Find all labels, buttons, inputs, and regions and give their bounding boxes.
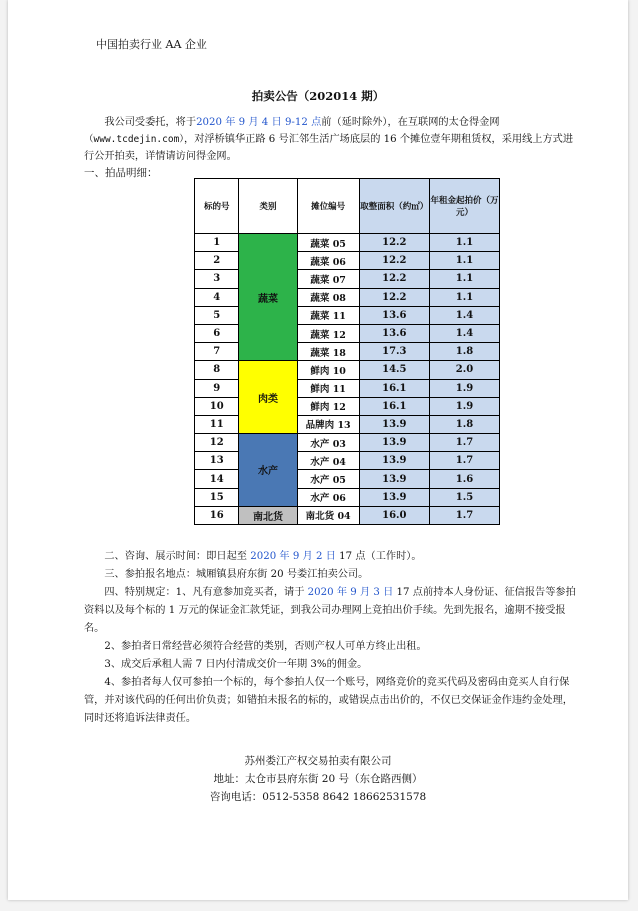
area-value: 16.0 — [359, 506, 429, 524]
header-lot-no: 标的号 — [195, 179, 239, 234]
document-page — [8, 0, 628, 900]
area-value: 16.1 — [359, 379, 429, 397]
stall-code: 鲜肉 12 — [297, 397, 359, 415]
page-header: 中国拍卖行业 AA 企业 — [96, 38, 207, 51]
stall-code: 品牌肉 13 — [297, 415, 359, 433]
rent-value: 1.8 — [429, 343, 499, 361]
category-cell-meat: 肉类 — [239, 361, 297, 434]
section-4-item-2 — [84, 638, 580, 656]
table-row — [195, 506, 500, 524]
lot-number: 1 — [195, 234, 239, 252]
lot-number: 14 — [195, 470, 239, 488]
stall-code: 蔬菜 08 — [297, 288, 359, 306]
intro-text-1: 我公司受委托，将于 — [104, 117, 197, 128]
lot-number: 4 — [195, 288, 239, 306]
header-area: 取整面积（约㎡） — [359, 179, 429, 234]
table-row — [195, 361, 500, 379]
section-4-item-3 — [84, 656, 580, 674]
intro-text-3: ，对浮桥镇华正路 6 号汇邻生活广场底层的 16 个摊位壹年期租赁权，采用线上方式进行公开拍卖，详情请访问得金网。 — [84, 134, 574, 162]
lot-number: 12 — [195, 434, 239, 452]
rent-value: 1.9 — [429, 397, 499, 415]
footer-address: 地址：太仓市县府东街 20 号（东仓路西侧） — [213, 773, 423, 785]
section-3 — [84, 566, 580, 584]
rent-value: 1.8 — [429, 415, 499, 433]
stall-code: 蔬菜 06 — [297, 252, 359, 270]
section-4-text-2: 2、参拍者日常经营必须符合经营的类别，否则产权人可单方终止出租。 — [104, 641, 427, 652]
table-header-row — [195, 179, 500, 234]
area-value: 17.3 — [359, 343, 429, 361]
lot-number: 6 — [195, 324, 239, 342]
rent-value: 1.4 — [429, 324, 499, 342]
stall-code: 鲜肉 11 — [297, 379, 359, 397]
section-1-heading: 一、拍品明细： — [84, 167, 158, 179]
table-row — [195, 434, 500, 452]
section-4-item-1 — [84, 584, 580, 638]
area-value: 13.9 — [359, 470, 429, 488]
section-4-item-4 — [84, 674, 580, 728]
area-value: 13.6 — [359, 306, 429, 324]
stall-code: 蔬菜 05 — [297, 234, 359, 252]
stall-code: 南北货 04 — [297, 506, 359, 524]
stall-code: 蔬菜 11 — [297, 306, 359, 324]
header-stall-code: 摊位编号 — [297, 179, 359, 234]
area-value: 14.5 — [359, 361, 429, 379]
rent-value: 2.0 — [429, 361, 499, 379]
section-4-text-3: 3、成交后承租人需 7 日内付清成交价一年期 3%的佣金。 — [104, 659, 368, 670]
area-value: 12.2 — [359, 234, 429, 252]
area-value: 12.2 — [359, 288, 429, 306]
header-rent: 年租金起拍价（万元） — [429, 179, 499, 234]
rent-value: 1.1 — [429, 270, 499, 288]
stall-code: 蔬菜 07 — [297, 270, 359, 288]
category-cell-vegetable: 蔬菜 — [239, 234, 297, 361]
website-link[interactable]: （www.tcdejin.com） — [84, 134, 185, 145]
table-row — [195, 234, 500, 252]
stall-code: 水产 05 — [297, 470, 359, 488]
rent-value: 1.7 — [429, 506, 499, 524]
stall-code: 水产 03 — [297, 434, 359, 452]
lot-number: 10 — [195, 397, 239, 415]
footer-phone: 咨询电话：0512-5358 8642 18662531578 — [209, 791, 427, 803]
section-2 — [84, 548, 580, 566]
category-cell-seafood: 水产 — [239, 434, 297, 507]
rent-value: 1.1 — [429, 252, 499, 270]
section-2-suffix: 17 点（工作时）。 — [335, 551, 422, 562]
area-value: 16.1 — [359, 397, 429, 415]
stall-code: 水产 06 — [297, 488, 359, 506]
section-4-date: 2020 年 9 月 3 日 — [307, 587, 394, 598]
lot-number: 2 — [195, 252, 239, 270]
section-4-text-4: 4、参拍者每人仅可参拍一个标的，每个参拍人仅一个账号，网络竞价的竞买代码及密码由竞买人自行保管，并对该代码的任何出价负责；如错拍未报名的标的，或错误点击出价的，不仅已交保证金作违约金处理，同时还将追诉法律责任。 — [84, 677, 573, 724]
stall-code: 蔬菜 18 — [297, 343, 359, 361]
table-body — [195, 234, 500, 525]
stall-code: 蔬菜 12 — [297, 324, 359, 342]
rent-value: 1.5 — [429, 488, 499, 506]
rent-value: 1.4 — [429, 306, 499, 324]
stall-code: 鲜肉 10 — [297, 361, 359, 379]
area-value: 13.9 — [359, 415, 429, 433]
area-value: 13.9 — [359, 452, 429, 470]
area-value: 12.2 — [359, 252, 429, 270]
lot-number: 8 — [195, 361, 239, 379]
category-cell-dry_goods: 南北货 — [239, 506, 297, 524]
section-4-text-1b: 17 点前持本人身份证、征信报告等参拍资料以及每个标的 1 万元的保证金汇款凭证，到我公司办理网上竞拍出价手续。先到先报名，逾期不接受报名。 — [84, 587, 576, 634]
rent-value: 1.1 — [429, 234, 499, 252]
area-value: 12.2 — [359, 270, 429, 288]
rent-value: 1.6 — [429, 470, 499, 488]
header-category: 类别 — [239, 179, 297, 234]
lot-number: 11 — [195, 415, 239, 433]
section-4-text-1a: 四、特别规定：1、凡有意参加竞买者，请于 — [104, 587, 308, 598]
rent-value: 1.1 — [429, 288, 499, 306]
lot-number: 15 — [195, 488, 239, 506]
lot-number: 7 — [195, 343, 239, 361]
intro-text-2: 前（延时除外），在互联网的太仓得金网 — [321, 117, 500, 128]
rent-value: 1.7 — [429, 434, 499, 452]
lot-number: 16 — [195, 506, 239, 524]
page-title: 拍卖公告（202014 期） — [251, 89, 385, 103]
lot-number: 5 — [195, 306, 239, 324]
auction-date: 2020 年 9 月 4 日 9-12 点 — [196, 117, 322, 128]
intro-paragraph — [84, 114, 580, 165]
stall-code: 水产 04 — [297, 452, 359, 470]
rent-value: 1.7 — [429, 452, 499, 470]
footer-company: 苏州娄江产权交易拍卖有限公司 — [244, 755, 392, 767]
area-value: 13.9 — [359, 434, 429, 452]
section-3-text: 三、参拍报名地点：城厢镇县府东街 20 号娄江拍卖公司。 — [104, 569, 369, 580]
area-value: 13.6 — [359, 324, 429, 342]
section-2-prefix: 二、咨询、展示时间：即日起至 — [104, 551, 251, 562]
lot-number: 3 — [195, 270, 239, 288]
area-value: 13.9 — [359, 488, 429, 506]
lot-number: 13 — [195, 452, 239, 470]
rent-value: 1.9 — [429, 379, 499, 397]
section-2-date: 2020 年 9 月 2 日 — [250, 551, 336, 562]
lots-table — [194, 178, 500, 525]
lot-number: 9 — [195, 379, 239, 397]
